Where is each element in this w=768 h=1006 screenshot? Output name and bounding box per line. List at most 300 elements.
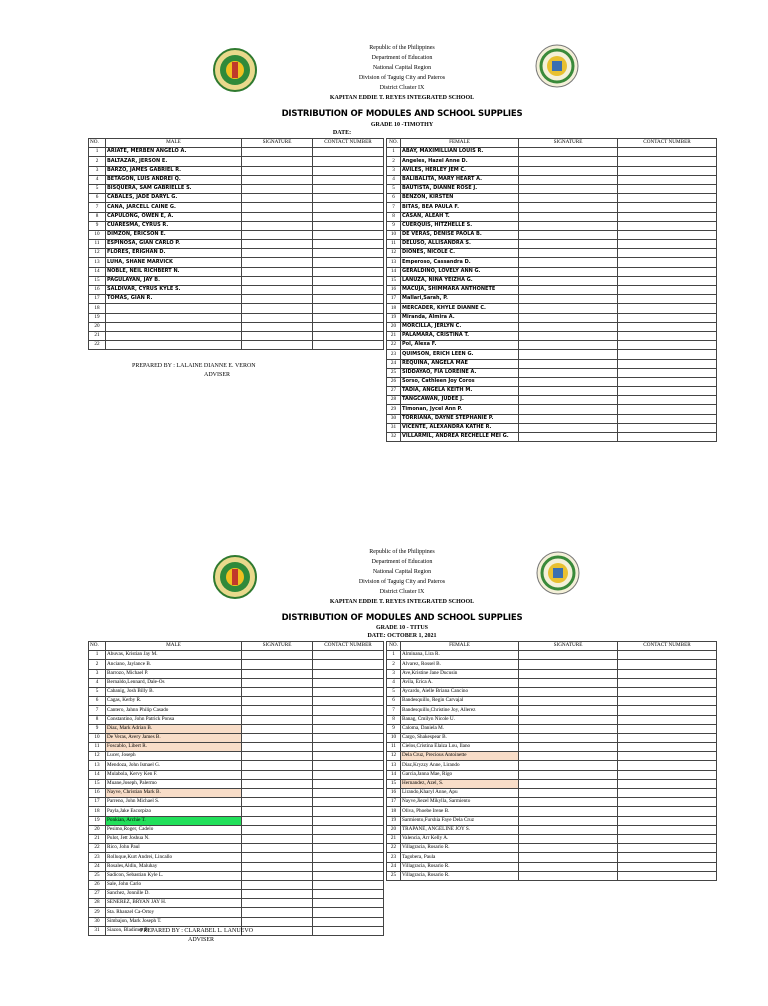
row-number: 4 [387,175,401,184]
student-name: PAGULAYAN, JAY B. [106,276,242,285]
signature-cell[interactable] [519,405,618,414]
signature-cell[interactable] [519,396,618,405]
contact-number-cell[interactable] [313,862,384,871]
signature-cell[interactable] [242,175,313,184]
contact-number-cell[interactable] [313,148,384,157]
contact-number-cell[interactable] [313,789,384,798]
contact-number-cell[interactable] [313,157,384,166]
signature-cell[interactable] [242,286,313,295]
contact-number-cell[interactable] [618,313,717,322]
signature-cell[interactable] [519,834,618,843]
contact-number-cell[interactable] [618,844,717,853]
contact-number-cell[interactable] [618,230,717,239]
signature-cell[interactable] [519,230,618,239]
student-name: Villagracia, Rosario R. [401,871,519,880]
contact-number-cell[interactable] [313,871,384,880]
column-header: CONTACT NUMBER [313,642,384,651]
signature-cell[interactable] [519,359,618,368]
signature-cell[interactable] [519,194,618,203]
signature-cell[interactable] [242,148,313,157]
signature-cell[interactable] [519,816,618,825]
contact-number-cell[interactable] [618,752,717,761]
contact-number-cell[interactable] [313,221,384,230]
student-name: TANGCAWAN, JUDEE J. [401,396,519,405]
student-name: Villagracia, Rosario R. [401,844,519,853]
contact-number-cell[interactable] [618,368,717,377]
contact-number-cell[interactable] [313,276,384,285]
signature-cell[interactable] [242,249,313,258]
table-row [89,743,384,752]
row-number: 12 [89,249,106,258]
contact-number-cell[interactable] [618,789,717,798]
table-row [387,724,717,733]
contact-number-cell[interactable] [313,899,384,908]
contact-number-cell[interactable] [313,322,384,331]
table-row [387,687,717,696]
row-number: 1 [89,148,106,157]
contact-number-cell[interactable] [313,743,384,752]
row-number: 26 [387,377,401,386]
signature-cell[interactable] [242,706,313,715]
table-row [89,816,384,825]
contact-number-cell[interactable] [618,184,717,193]
signature-cell[interactable] [242,779,313,788]
signature-cell[interactable] [242,733,313,742]
contact-number-cell[interactable] [313,761,384,770]
signature-cell[interactable] [242,834,313,843]
signature-cell[interactable] [519,304,618,313]
deped-seal-right [536,551,580,595]
contact-number-cell[interactable] [618,194,717,203]
column-header: NO. [387,642,401,651]
contact-number-cell[interactable] [618,651,717,660]
signature-cell[interactable] [242,715,313,724]
table-row [387,203,717,212]
row-number: 3 [89,166,106,175]
signature-cell[interactable] [242,844,313,853]
contact-number-cell[interactable] [618,157,717,166]
student-name: Cagas, Kerby R. [106,697,242,706]
contact-number-cell[interactable] [313,779,384,788]
contact-number-cell[interactable] [618,798,717,807]
signature-cell[interactable] [519,651,618,660]
signature-cell[interactable] [242,322,313,331]
signature-cell[interactable] [242,890,313,899]
student-name: TORRIANA, DAYNE STEPHANIE P. [401,414,519,423]
signature-cell[interactable] [519,669,618,678]
signature-cell[interactable] [519,258,618,267]
contact-number-cell[interactable] [313,770,384,779]
contact-number-cell[interactable] [313,880,384,889]
column-header: NO. [89,642,106,651]
signature-cell[interactable] [519,148,618,157]
table-row [387,286,717,295]
signature-cell[interactable] [242,184,313,193]
contact-number-cell[interactable] [313,267,384,276]
signature-cell[interactable] [519,807,618,816]
table-row [89,779,384,788]
row-number: 2 [387,660,401,669]
row-number: 25 [387,368,401,377]
signature-cell[interactable] [519,706,618,715]
signature-cell[interactable] [519,350,618,359]
student-name: ESPINOSA, GIAN CARLO P. [106,240,242,249]
student-name: TRAPANE, ANGELINE JOY S. [401,825,519,834]
signature-cell[interactable] [242,761,313,770]
contact-number-cell[interactable] [618,414,717,423]
signature-cell[interactable] [519,798,618,807]
signature-cell[interactable] [519,752,618,761]
contact-number-cell[interactable] [618,706,717,715]
contact-number-cell[interactable] [618,660,717,669]
contact-number-cell[interactable] [313,166,384,175]
signature-cell[interactable] [519,770,618,779]
signature-cell[interactable] [519,687,618,696]
contact-number-cell[interactable] [313,212,384,221]
table-row [89,166,384,175]
row-number: 22 [387,844,401,853]
table-row [387,761,717,770]
row-number: 15 [89,276,106,285]
signature-cell[interactable] [242,166,313,175]
signature-cell[interactable] [519,203,618,212]
contact-number-cell[interactable] [313,184,384,193]
table-row [387,825,717,834]
signature-cell[interactable] [242,853,313,862]
signature-cell[interactable] [242,807,313,816]
student-name: Cielos,Cristina Elaiza Lou, Ilano [401,743,519,752]
table-row [387,157,717,166]
student-name: Nayve, Christian Mark B. [106,789,242,798]
contact-number-cell[interactable] [313,917,384,926]
contact-number-cell[interactable] [618,341,717,350]
signature-cell[interactable] [242,917,313,926]
contact-number-cell[interactable] [618,834,717,843]
contact-number-cell[interactable] [313,313,384,322]
signature-cell[interactable] [519,322,618,331]
student-name [106,304,242,313]
signature-cell[interactable] [519,789,618,798]
row-number: 20 [89,322,106,331]
signature-cell[interactable] [519,313,618,322]
contact-number-cell[interactable] [313,844,384,853]
student-name: BALIBALITA, MARY HEART A. [401,175,519,184]
row-number: 14 [89,770,106,779]
female-roster-table [386,138,717,442]
table-row [387,651,717,660]
signature-cell[interactable] [519,157,618,166]
student-name: De Veras, Avery James B. [106,733,242,742]
contact-number-cell[interactable] [618,761,717,770]
contact-number-cell[interactable] [313,706,384,715]
contact-number-cell[interactable] [618,221,717,230]
signature-cell[interactable] [519,267,618,276]
signature-cell[interactable] [519,341,618,350]
signature-cell[interactable] [519,697,618,706]
signature-cell[interactable] [242,724,313,733]
student-name: BALTAZAR, JERSON E. [106,157,242,166]
signature-cell[interactable] [242,908,313,917]
table-row [387,249,717,258]
contact-number-cell[interactable] [313,203,384,212]
contact-number-cell[interactable] [618,770,717,779]
contact-number-cell[interactable] [618,249,717,258]
contact-number-cell[interactable] [618,286,717,295]
contact-number-cell[interactable] [618,148,717,157]
contact-number-cell[interactable] [618,733,717,742]
contact-number-cell[interactable] [313,249,384,258]
table-row [387,669,717,678]
contact-number-cell[interactable] [618,203,717,212]
signature-cell[interactable] [519,249,618,258]
signature-cell[interactable] [242,816,313,825]
contact-number-cell[interactable] [313,258,384,267]
contact-number-cell[interactable] [313,240,384,249]
table-row [387,341,717,350]
signature-cell[interactable] [519,240,618,249]
signature-cell[interactable] [519,743,618,752]
signature-cell[interactable] [519,733,618,742]
signature-cell[interactable] [519,212,618,221]
signature-cell[interactable] [242,862,313,871]
table-row [387,322,717,331]
document-title: DISTRIBUTION OF MODULES AND SCHOOL SUPPLIES [281,613,523,623]
table-row [89,890,384,899]
signature-cell[interactable] [242,770,313,779]
contact-number-cell[interactable] [313,687,384,696]
signature-cell[interactable] [242,825,313,834]
signature-cell[interactable] [242,678,313,687]
row-number: 16 [387,789,401,798]
row-number: 18 [89,807,106,816]
signature-cell[interactable] [242,212,313,221]
signature-cell[interactable] [519,853,618,862]
contact-number-cell[interactable] [618,853,717,862]
contact-number-cell[interactable] [313,853,384,862]
contact-number-cell[interactable] [313,715,384,724]
signature-cell[interactable] [242,743,313,752]
signature-cell[interactable] [519,221,618,230]
contact-number-cell[interactable] [313,733,384,742]
contact-number-cell[interactable] [618,816,717,825]
contact-number-cell[interactable] [313,798,384,807]
signature-cell[interactable] [242,798,313,807]
table-row [89,157,384,166]
contact-number-cell[interactable] [618,387,717,396]
table-row [387,706,717,715]
contact-number-cell[interactable] [618,807,717,816]
contact-number-cell[interactable] [313,304,384,313]
row-number: 3 [387,669,401,678]
contact-number-cell[interactable] [618,697,717,706]
table-row [387,258,717,267]
contact-number-cell[interactable] [313,194,384,203]
signature-cell[interactable] [519,825,618,834]
contact-number-cell[interactable] [618,871,717,880]
signature-cell[interactable] [242,341,313,350]
signature-cell[interactable] [242,258,313,267]
contact-number-cell[interactable] [618,743,717,752]
contact-number-cell[interactable] [618,295,717,304]
student-name: Bernaldo,Lennard, Dale-Os [106,678,242,687]
contact-number-cell[interactable] [618,687,717,696]
contact-number-cell[interactable] [618,724,717,733]
contact-number-cell[interactable] [313,890,384,899]
table-row [89,221,384,230]
table-row [89,798,384,807]
contact-number-cell[interactable] [313,834,384,843]
contact-number-cell[interactable] [618,240,717,249]
signature-cell[interactable] [242,221,313,230]
signature-cell[interactable] [242,295,313,304]
contact-number-cell[interactable] [618,350,717,359]
signature-cell[interactable] [519,423,618,432]
row-number: 29 [89,908,106,917]
contact-number-cell[interactable] [618,423,717,432]
signature-cell[interactable] [519,387,618,396]
signature-cell[interactable] [519,414,618,423]
signature-cell[interactable] [519,678,618,687]
student-name: Mendoza, John Ismael G. [106,761,242,770]
signature-cell[interactable] [519,276,618,285]
row-number: 7 [387,706,401,715]
signature-cell[interactable] [519,166,618,175]
signature-cell[interactable] [519,724,618,733]
contact-number-cell[interactable] [618,779,717,788]
contact-number-cell[interactable] [313,341,384,350]
contact-number-cell[interactable] [313,908,384,917]
signature-cell[interactable] [519,295,618,304]
table-row [387,276,717,285]
signature-cell[interactable] [242,194,313,203]
signature-cell[interactable] [242,203,313,212]
contact-number-cell[interactable] [618,359,717,368]
row-number: 20 [387,322,401,331]
contact-number-cell[interactable] [618,331,717,340]
table-row [89,789,384,798]
signature-cell[interactable] [242,752,313,761]
signature-cell[interactable] [519,715,618,724]
row-number: 13 [387,258,401,267]
contact-number-cell[interactable] [313,295,384,304]
table-row [89,697,384,706]
signature-cell[interactable] [242,789,313,798]
contact-number-cell[interactable] [618,304,717,313]
signature-cell[interactable] [242,871,313,880]
signature-cell[interactable] [519,779,618,788]
contact-number-cell[interactable] [313,752,384,761]
signature-cell[interactable] [519,862,618,871]
signature-cell[interactable] [242,230,313,239]
signature-cell[interactable] [519,660,618,669]
table-row [89,908,384,917]
contact-number-cell[interactable] [313,926,384,935]
signature-cell[interactable] [519,184,618,193]
signature-cell[interactable] [242,240,313,249]
signature-cell[interactable] [242,157,313,166]
student-name: PALAMARA, CRISTINA T. [401,331,519,340]
signature-cell[interactable] [242,899,313,908]
signature-cell[interactable] [519,331,618,340]
signature-cell[interactable] [519,433,618,442]
contact-number-cell[interactable] [618,825,717,834]
signature-cell[interactable] [242,331,313,340]
student-name: BAUTISTA, DIANNE ROSE J. [401,184,519,193]
signature-cell[interactable] [519,368,618,377]
student-name [106,322,242,331]
contact-number-cell[interactable] [618,258,717,267]
signature-cell[interactable] [242,304,313,313]
signature-cell[interactable] [242,267,313,276]
contact-number-cell[interactable] [618,212,717,221]
contact-number-cell[interactable] [618,267,717,276]
contact-number-cell[interactable] [618,377,717,386]
signature-cell[interactable] [519,871,618,880]
contact-number-cell[interactable] [618,405,717,414]
contact-number-cell[interactable] [313,825,384,834]
contact-number-cell[interactable] [313,651,384,660]
contact-number-cell[interactable] [618,396,717,405]
signature-cell[interactable] [242,697,313,706]
contact-number-cell[interactable] [313,807,384,816]
contact-number-cell[interactable] [618,862,717,871]
prepared-by-role: ADVISER [188,937,215,943]
contact-number-cell[interactable] [313,669,384,678]
signature-cell[interactable] [519,761,618,770]
signature-cell[interactable] [242,669,313,678]
column-header: NO. [89,139,106,148]
table-row [387,871,717,880]
signature-cell[interactable] [519,844,618,853]
signature-cell[interactable] [242,687,313,696]
contact-number-cell[interactable] [313,724,384,733]
signature-cell[interactable] [242,880,313,889]
contact-number-cell[interactable] [313,816,384,825]
contact-number-cell[interactable] [618,322,717,331]
signature-cell[interactable] [519,377,618,386]
signature-cell[interactable] [242,276,313,285]
student-name [106,331,242,340]
student-name: CASAN, ALEAH T. [401,212,519,221]
signature-cell[interactable] [242,651,313,660]
student-name: LUHA, SHANE MARVICK [106,258,242,267]
row-number: 4 [89,175,106,184]
signature-cell[interactable] [242,660,313,669]
contact-number-cell[interactable] [618,669,717,678]
contact-number-cell[interactable] [313,660,384,669]
contact-number-cell[interactable] [618,166,717,175]
table-row [387,212,717,221]
table-row [89,313,384,322]
contact-number-cell[interactable] [313,286,384,295]
contact-number-cell[interactable] [618,175,717,184]
contact-number-cell[interactable] [618,715,717,724]
signature-cell[interactable] [519,175,618,184]
contact-number-cell[interactable] [618,678,717,687]
signature-cell[interactable] [242,313,313,322]
row-number: 14 [387,770,401,779]
table-row [89,660,384,669]
contact-number-cell[interactable] [313,678,384,687]
contact-number-cell[interactable] [313,175,384,184]
contact-number-cell[interactable] [313,230,384,239]
contact-number-cell[interactable] [313,331,384,340]
letterhead [88,547,716,607]
contact-number-cell[interactable] [618,276,717,285]
signature-cell[interactable] [519,286,618,295]
contact-number-cell[interactable] [618,433,717,442]
contact-number-cell[interactable] [313,697,384,706]
